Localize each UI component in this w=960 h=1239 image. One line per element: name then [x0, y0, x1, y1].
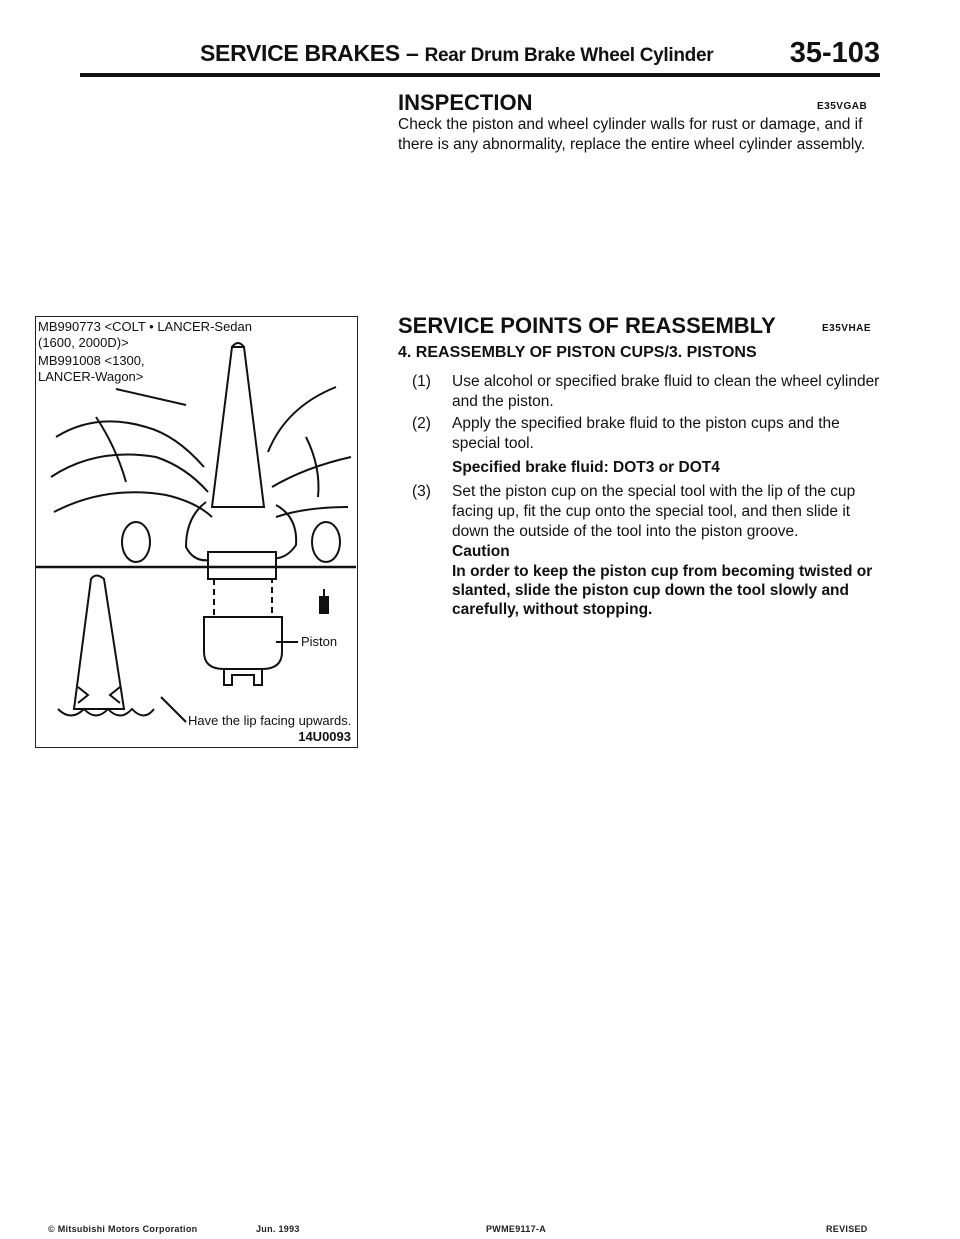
step-3 — [412, 482, 882, 542]
reassembly-heading: 4. REASSEMBLY OF PISTON CUPS/3. PISTONS — [398, 344, 757, 361]
piston-label: Piston — [301, 634, 338, 649]
tool-label-1b: (1600, 2000D)> — [38, 335, 129, 350]
step-2 — [412, 414, 882, 454]
header-subtitle: Rear Drum Brake Wheel Cylinder — [424, 45, 714, 66]
header-section: SERVICE BRAKES — [200, 40, 400, 66]
tool-label-1: MB990773 <COLT • LANCER-Sedan — [38, 319, 252, 334]
tool-label-2: MB991008 <1300, — [38, 353, 145, 368]
page-number: 35-103 — [789, 37, 880, 69]
inspection-text: Check the piston and wheel cylinder walls for rust or damage, and if there is any abnormality, replace the entire wheel cylinder assembly. — [398, 116, 866, 153]
step-text: Use alcohol or specified brake fluid to clean the wheel cylinder and the piston. — [452, 373, 880, 410]
step-1 — [412, 372, 882, 412]
footer-date: Jun. 1993 — [256, 1224, 300, 1234]
header-title — [200, 40, 713, 67]
header-dash: – — [405, 40, 419, 66]
special-tool-figure — [35, 316, 358, 748]
footer-revised: REVISED — [826, 1224, 868, 1234]
caution-title: Caution — [452, 543, 510, 560]
inspection-title: INSPECTION — [398, 90, 533, 115]
reassembly-code: E35VHAE — [822, 323, 872, 334]
figure-id: 14U0093 — [298, 729, 351, 744]
header-rule — [80, 73, 880, 77]
caution-text: In order to keep the piston cup from becoming twisted or slanted, slide the piston cup down the tool slowly and carefully, without stopping. — [452, 563, 873, 618]
step-number: (3) — [412, 483, 431, 500]
step-number: (2) — [412, 415, 431, 432]
reassembly-title: SERVICE POINTS OF REASSEMBLY — [398, 313, 776, 338]
step-text: Apply the specified brake fluid to the piston cups and the special tool. — [452, 415, 840, 452]
step-text: Set the piston cup on the special tool with the lip of the cup facing up, fit the cup onto the special tool, and then slide it down the outside of the tool into the piston groove. — [452, 483, 856, 540]
brake-fluid-spec: Specified brake fluid: DOT3 or DOT4 — [452, 459, 720, 476]
inspection-code: E35VGAB — [817, 101, 868, 112]
footer-code: PWME9117-A — [486, 1224, 547, 1234]
lip-label: Have the lip facing upwards. — [188, 713, 352, 728]
step-number: (1) — [412, 373, 431, 390]
footer-copyright: © Mitsubishi Motors Corporation — [48, 1224, 198, 1234]
tool-label-2b: LANCER-Wagon> — [38, 369, 144, 384]
